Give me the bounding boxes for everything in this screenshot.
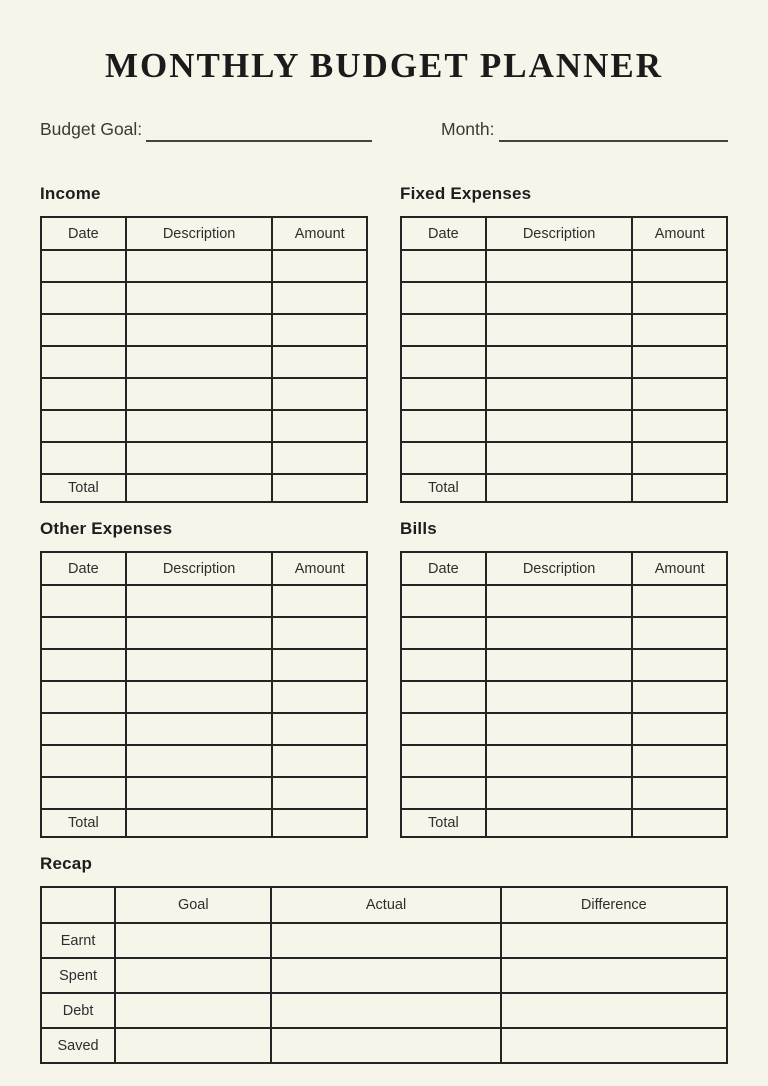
column-header-description: Description (486, 217, 633, 250)
bills-row (401, 649, 727, 681)
income-empty-cell-description[interactable] (126, 442, 273, 474)
fixed-expenses-table (400, 216, 728, 503)
fixed-expenses-row (401, 282, 727, 314)
other-expenses-row (41, 713, 367, 745)
recap-table (40, 886, 728, 1064)
income-total-value-cell[interactable] (272, 474, 367, 502)
bills-empty-cell-amount[interactable] (632, 745, 727, 777)
bills-empty-cell-amount[interactable] (632, 713, 727, 745)
recap-row-saved (41, 1028, 727, 1063)
income-empty-cell-date[interactable] (41, 442, 126, 474)
budget-goal-label: Budget Goal: (40, 119, 143, 139)
fixed-expenses-empty-cell-amount[interactable] (632, 410, 727, 442)
fixed-expenses-empty-cell-description[interactable] (486, 346, 633, 378)
other-expenses-empty-cell-date[interactable] (41, 649, 126, 681)
other-expenses-empty-cell-amount[interactable] (272, 745, 367, 777)
fixed-expenses-row (401, 314, 727, 346)
recap-row-spent (41, 958, 727, 993)
other-expenses-row (41, 617, 367, 649)
column-header-amount: Amount (272, 217, 367, 250)
income-empty-cell-date[interactable] (41, 378, 126, 410)
fixed-expenses-empty-cell-date[interactable] (401, 378, 486, 410)
recap-column-header-goal: Goal (115, 887, 271, 923)
fixed-expenses-row (401, 378, 727, 410)
income-section-title: Income (40, 184, 101, 203)
fixed-expenses-empty-cell-description[interactable] (486, 410, 633, 442)
bills-empty-cell-date[interactable] (401, 617, 486, 649)
income-empty-cell-date[interactable] (41, 282, 126, 314)
fixed-expenses-empty-cell-date[interactable] (401, 250, 486, 282)
bills-empty-cell-date[interactable] (401, 777, 486, 809)
income-empty-cell-amount[interactable] (272, 282, 367, 314)
recap-empty-cell-debt-goal[interactable] (115, 993, 271, 1028)
other-expenses-empty-cell-description[interactable] (126, 745, 273, 777)
bills-empty-cell-amount[interactable] (632, 649, 727, 681)
bills-empty-cell-description[interactable] (486, 681, 633, 713)
income-table (40, 216, 368, 503)
fixed-expenses-row (401, 442, 727, 474)
bills-total-value-cell[interactable] (486, 809, 633, 837)
recap-section (40, 854, 728, 1064)
fixed-expenses-empty-cell-amount[interactable] (632, 314, 727, 346)
bills-section-title: Bills (400, 519, 437, 538)
bills-empty-cell-amount[interactable] (632, 777, 727, 809)
column-header-amount: Amount (632, 552, 727, 585)
fixed-expenses-total-value-cell[interactable] (486, 474, 633, 502)
fixed-expenses-empty-cell-description[interactable] (486, 282, 633, 314)
recap-empty-cell-saved-goal[interactable] (115, 1028, 271, 1063)
recap-empty-cell-spent-actual[interactable] (271, 958, 500, 993)
recap-empty-cell-saved-actual[interactable] (271, 1028, 500, 1063)
income-empty-cell-amount[interactable] (272, 314, 367, 346)
recap-row-earnt (41, 923, 727, 958)
other-expenses-empty-cell-amount[interactable] (272, 681, 367, 713)
recap-row-label-earnt: Earnt (41, 923, 115, 958)
fixed-expenses-total-row (401, 474, 727, 502)
income-empty-cell-amount[interactable] (272, 442, 367, 474)
recap-empty-cell-earnt-difference[interactable] (501, 923, 727, 958)
column-header-date: Date (41, 217, 126, 250)
bills-row (401, 585, 727, 617)
recap-header-row (41, 887, 727, 923)
column-header-description: Description (486, 552, 633, 585)
section-income (40, 184, 368, 503)
income-row (41, 346, 367, 378)
income-empty-cell-description[interactable] (126, 410, 273, 442)
bills-total-value-cell[interactable] (632, 809, 727, 837)
income-row (41, 314, 367, 346)
other-expenses-row (41, 681, 367, 713)
other-expenses-empty-cell-amount[interactable] (272, 713, 367, 745)
other-expenses-table (40, 551, 368, 838)
income-empty-cell-description[interactable] (126, 250, 273, 282)
section-bills (400, 519, 728, 838)
column-header-date: Date (401, 552, 486, 585)
recap-row-label-spent: Spent (41, 958, 115, 993)
bills-empty-cell-description[interactable] (486, 745, 633, 777)
page-title: MONTHLY BUDGET PLANNER (104, 46, 664, 85)
other-expenses-empty-cell-description[interactable] (126, 617, 273, 649)
bills-row (401, 777, 727, 809)
fixed-expenses-empty-cell-date[interactable] (401, 442, 486, 474)
bills-empty-cell-description[interactable] (486, 617, 633, 649)
recap-column-header-actual: Actual (271, 887, 500, 923)
bills-total-label: Total (401, 809, 486, 837)
recap-row-debt (41, 993, 727, 1028)
other-expenses-empty-cell-amount[interactable] (272, 585, 367, 617)
month-input[interactable] (499, 118, 729, 142)
income-empty-cell-description[interactable] (126, 314, 273, 346)
income-row (41, 282, 367, 314)
income-empty-cell-amount[interactable] (272, 378, 367, 410)
fixed-expenses-empty-cell-description[interactable] (486, 442, 633, 474)
income-header-row (41, 217, 367, 250)
budget-goal-input[interactable] (146, 118, 372, 142)
fixed-expenses-row (401, 346, 727, 378)
fixed-expenses-total-label: Total (401, 474, 486, 502)
fixed-expenses-empty-cell-amount[interactable] (632, 282, 727, 314)
other-expenses-empty-cell-date[interactable] (41, 777, 126, 809)
other-expenses-empty-cell-description[interactable] (126, 713, 273, 745)
budget-goal-field (40, 118, 372, 142)
fixed-expenses-empty-cell-description[interactable] (486, 250, 633, 282)
bills-empty-cell-amount[interactable] (632, 617, 727, 649)
bills-empty-cell-date[interactable] (401, 649, 486, 681)
other-expenses-empty-cell-description[interactable] (126, 649, 273, 681)
fixed-expenses-total-value-cell[interactable] (632, 474, 727, 502)
bills-empty-cell-amount[interactable] (632, 585, 727, 617)
income-row (41, 378, 367, 410)
income-empty-cell-date[interactable] (41, 250, 126, 282)
column-header-amount: Amount (632, 217, 727, 250)
bills-empty-cell-date[interactable] (401, 681, 486, 713)
other-expenses-empty-cell-amount[interactable] (272, 617, 367, 649)
bills-empty-cell-date[interactable] (401, 713, 486, 745)
other-expenses-empty-cell-amount[interactable] (272, 777, 367, 809)
bills-table (400, 551, 728, 838)
other-expenses-total-value-cell[interactable] (126, 809, 273, 837)
section-other-expenses (40, 519, 368, 838)
fixed-expenses-row (401, 410, 727, 442)
recap-empty-cell-earnt-actual[interactable] (271, 923, 500, 958)
recap-column-header-difference: Difference (501, 887, 727, 923)
bills-empty-cell-description[interactable] (486, 713, 633, 745)
section-fixed-expenses (400, 184, 728, 503)
fixed-expenses-empty-cell-amount[interactable] (632, 250, 727, 282)
other-expenses-empty-cell-date[interactable] (41, 745, 126, 777)
column-header-description: Description (126, 217, 273, 250)
other-expenses-header-row (41, 552, 367, 585)
other-expenses-total-label: Total (41, 809, 126, 837)
income-row (41, 410, 367, 442)
income-empty-cell-date[interactable] (41, 314, 126, 346)
recap-row-label-debt: Debt (41, 993, 115, 1028)
other-expenses-section-title: Other Expenses (40, 519, 173, 538)
fixed-expenses-empty-cell-amount[interactable] (632, 378, 727, 410)
other-expenses-row (41, 777, 367, 809)
income-empty-cell-description[interactable] (126, 346, 273, 378)
recap-empty-cell-spent-difference[interactable] (501, 958, 727, 993)
bills-empty-cell-date[interactable] (401, 745, 486, 777)
bills-row (401, 617, 727, 649)
bills-empty-cell-description[interactable] (486, 777, 633, 809)
income-row (41, 250, 367, 282)
other-expenses-total-row (41, 809, 367, 837)
fixed-expenses-empty-cell-date[interactable] (401, 346, 486, 378)
recap-empty-cell-debt-difference[interactable] (501, 993, 727, 1028)
bills-empty-cell-description[interactable] (486, 585, 633, 617)
other-expenses-total-value-cell[interactable] (272, 809, 367, 837)
other-expenses-empty-cell-date[interactable] (41, 585, 126, 617)
column-header-date: Date (41, 552, 126, 585)
fixed-expenses-row (401, 250, 727, 282)
income-empty-cell-description[interactable] (126, 378, 273, 410)
other-expenses-empty-cell-description[interactable] (126, 585, 273, 617)
fixed-expenses-empty-cell-amount[interactable] (632, 346, 727, 378)
recap-empty-cell-spent-goal[interactable] (115, 958, 271, 993)
fixed-expenses-empty-cell-description[interactable] (486, 314, 633, 346)
recap-empty-cell-earnt-goal[interactable] (115, 923, 271, 958)
fixed-expenses-empty-cell-date[interactable] (401, 314, 486, 346)
other-expenses-empty-cell-amount[interactable] (272, 649, 367, 681)
other-expenses-empty-cell-description[interactable] (126, 681, 273, 713)
income-empty-cell-amount[interactable] (272, 346, 367, 378)
bills-empty-cell-amount[interactable] (632, 681, 727, 713)
income-row (41, 442, 367, 474)
other-expenses-empty-cell-date[interactable] (41, 681, 126, 713)
other-expenses-row (41, 745, 367, 777)
bills-empty-cell-description[interactable] (486, 649, 633, 681)
recap-empty-cell-debt-actual[interactable] (271, 993, 500, 1028)
other-expenses-empty-cell-date[interactable] (41, 617, 126, 649)
other-expenses-row (41, 649, 367, 681)
recap-section-title: Recap (40, 854, 93, 873)
income-total-label: Total (41, 474, 126, 502)
month-field (441, 118, 728, 142)
income-empty-cell-date[interactable] (41, 346, 126, 378)
bills-empty-cell-date[interactable] (401, 585, 486, 617)
fixed-expenses-empty-cell-amount[interactable] (632, 442, 727, 474)
other-expenses-empty-cell-description[interactable] (126, 777, 273, 809)
column-header-date: Date (401, 217, 486, 250)
other-expenses-empty-cell-date[interactable] (41, 713, 126, 745)
income-empty-cell-amount[interactable] (272, 410, 367, 442)
fixed-expenses-header-row (401, 217, 727, 250)
recap-corner-cell (41, 887, 115, 923)
fixed-expenses-section-title: Fixed Expenses (400, 184, 532, 203)
bills-row (401, 745, 727, 777)
income-total-value-cell[interactable] (126, 474, 273, 502)
income-empty-cell-description[interactable] (126, 282, 273, 314)
fixed-expenses-empty-cell-date[interactable] (401, 282, 486, 314)
bills-row (401, 681, 727, 713)
month-label: Month: (441, 119, 495, 139)
bills-total-row (401, 809, 727, 837)
income-empty-cell-amount[interactable] (272, 250, 367, 282)
fixed-expenses-empty-cell-date[interactable] (401, 410, 486, 442)
income-empty-cell-date[interactable] (41, 410, 126, 442)
recap-row-label-saved: Saved (41, 1028, 115, 1063)
recap-empty-cell-saved-difference[interactable] (501, 1028, 727, 1063)
income-total-row (41, 474, 367, 502)
column-header-description: Description (126, 552, 273, 585)
fixed-expenses-empty-cell-description[interactable] (486, 378, 633, 410)
bills-header-row (401, 552, 727, 585)
column-header-amount: Amount (272, 552, 367, 585)
budget-tables-grid (40, 184, 728, 838)
header-fields (40, 118, 728, 142)
bills-row (401, 713, 727, 745)
other-expenses-row (41, 585, 367, 617)
